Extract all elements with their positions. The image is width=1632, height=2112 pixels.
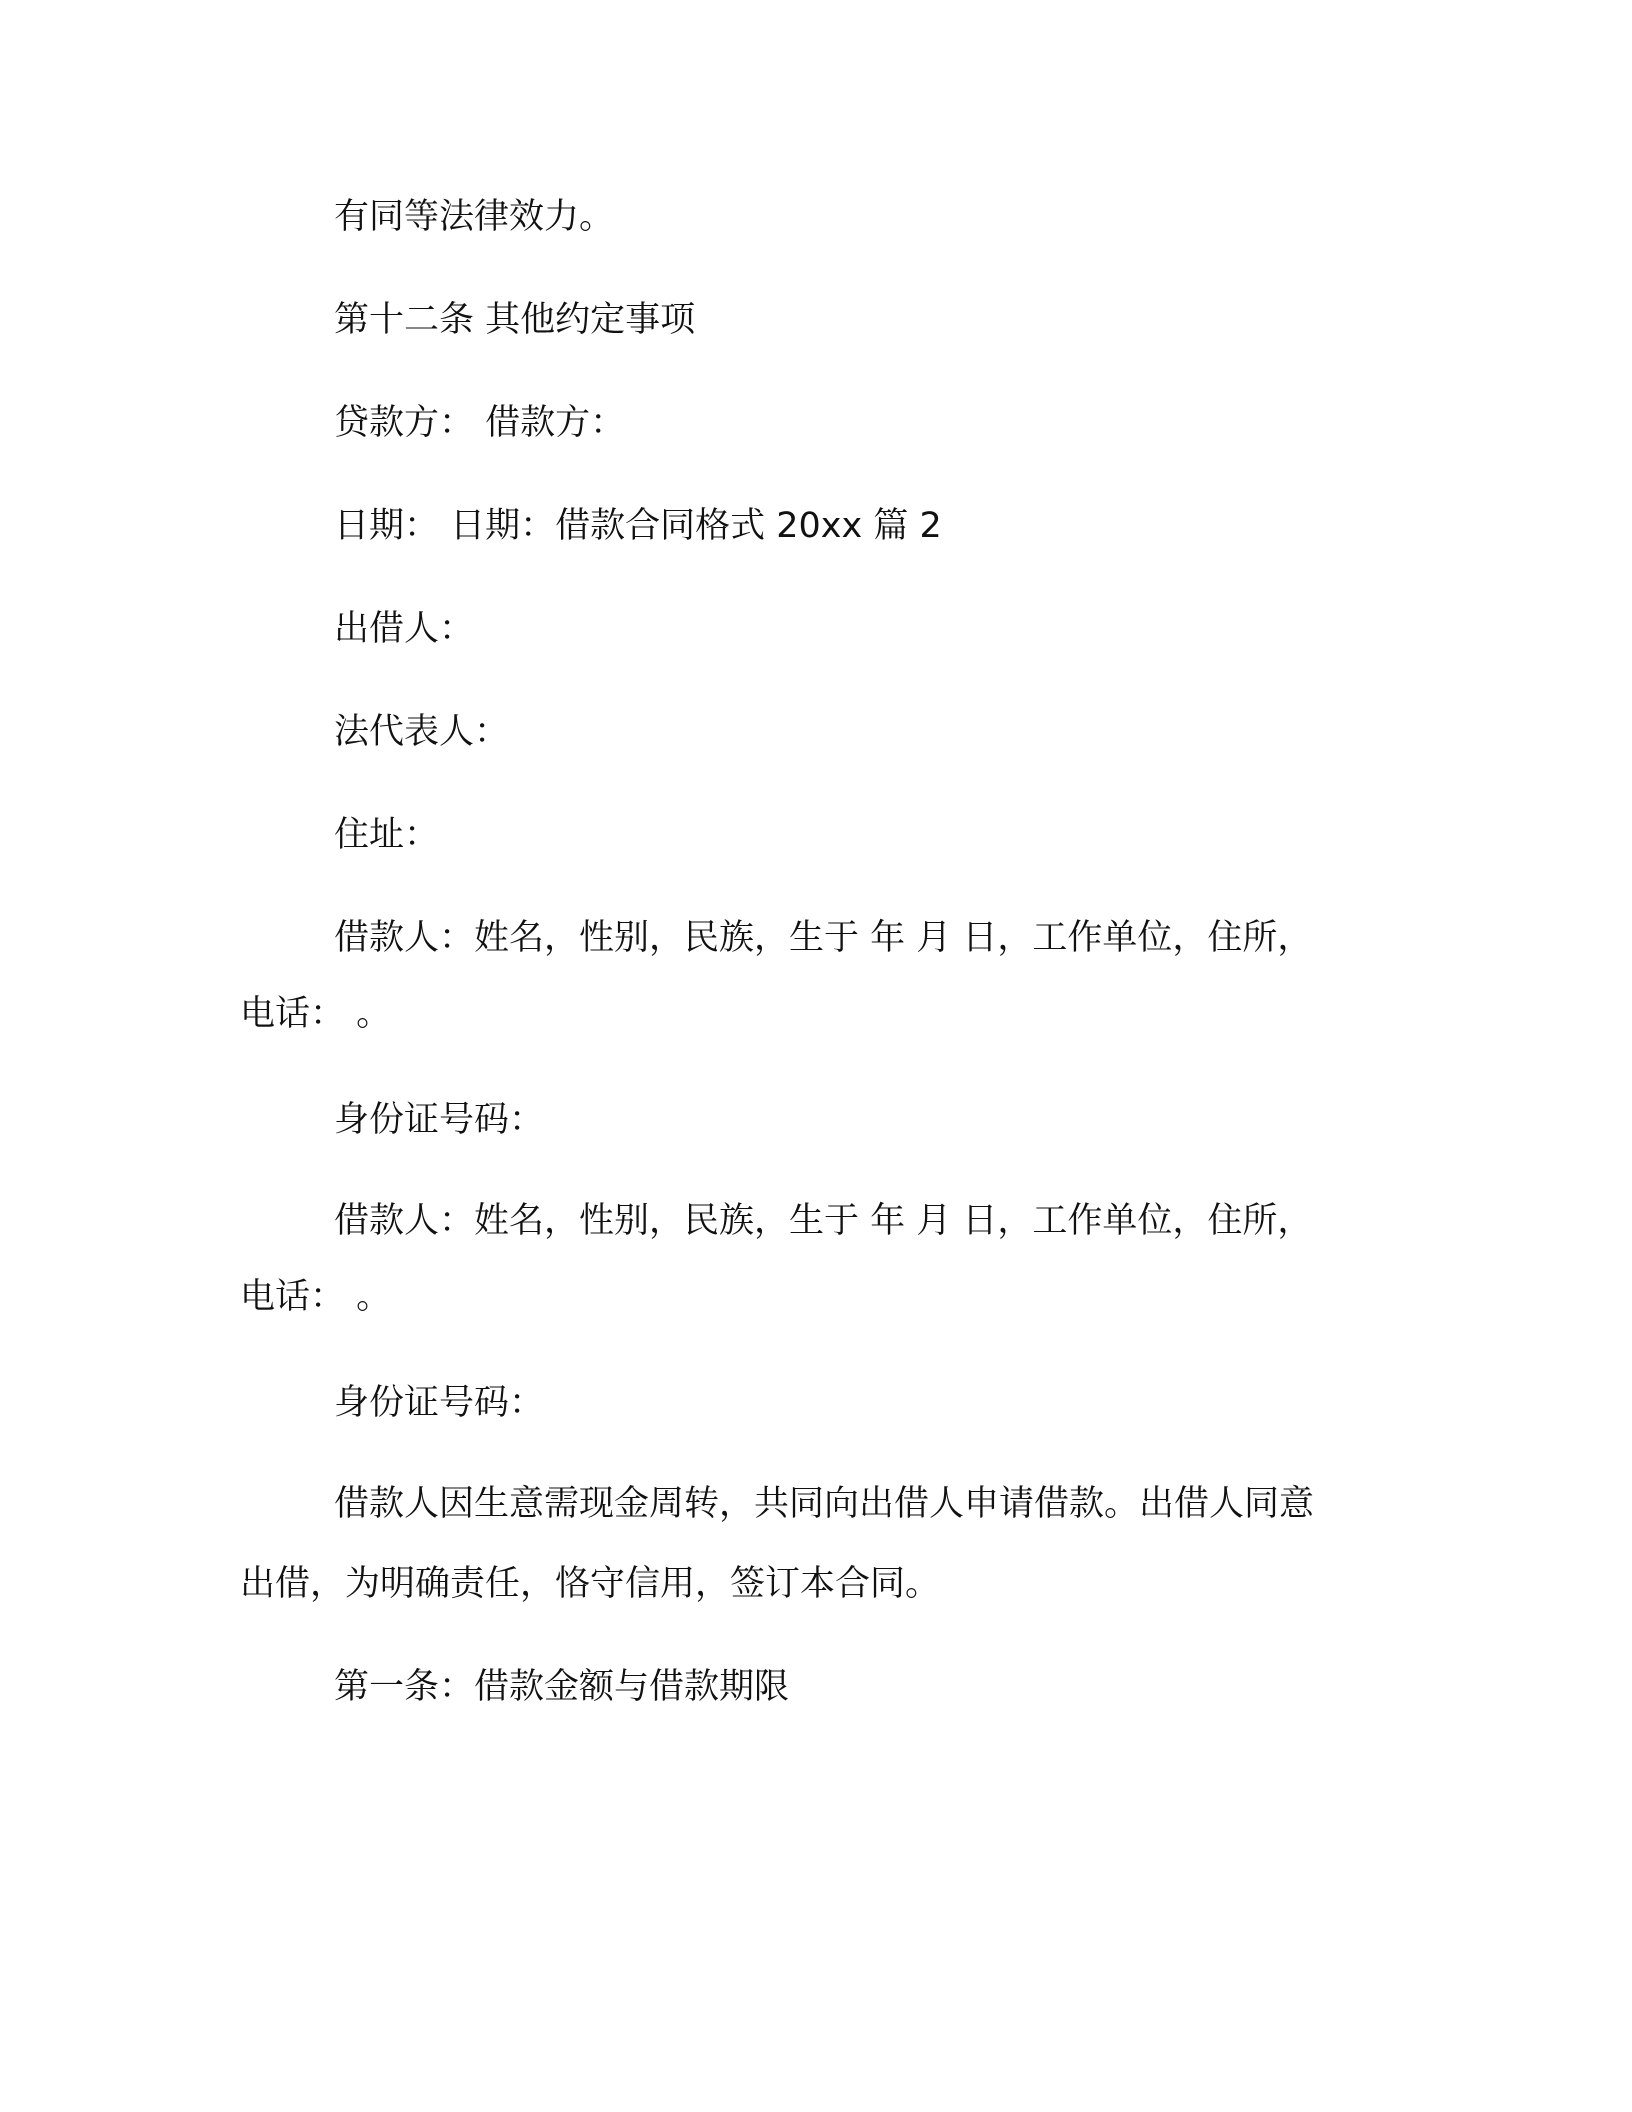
borrower-2-phone: 电话： 。 bbox=[240, 1277, 392, 1317]
paragraph-validity: 有同等法律效力。 bbox=[334, 197, 615, 237]
loan-purpose-line-2: 出借，为明确责任，恪守信用，签订本合同。 bbox=[240, 1564, 941, 1604]
borrower-2-details: 借款人：姓名，性别，民族，生于 年 月 日，工作单位，住所， bbox=[334, 1201, 1313, 1241]
lender-field: 出借人： bbox=[334, 609, 475, 649]
date-line-and-contract-title: 日期： 日期：借款合同格式 20xx 篇 2 bbox=[334, 506, 942, 546]
legal-representative-field: 法代表人： bbox=[334, 712, 510, 752]
article-1-heading: 第一条：借款金额与借款期限 bbox=[334, 1667, 790, 1707]
article-12-heading: 第十二条 其他约定事项 bbox=[334, 300, 696, 340]
borrower-1-details: 借款人：姓名，性别，民族，生于 年 月 日，工作单位，住所， bbox=[334, 918, 1313, 958]
address-field: 住址： bbox=[334, 815, 440, 855]
borrower-1-id-number: 身份证号码： bbox=[334, 1100, 545, 1140]
borrower-2-id-number: 身份证号码： bbox=[334, 1383, 545, 1423]
lender-borrower-signature-line: 贷款方： 借款方： bbox=[334, 403, 626, 443]
loan-purpose-line-1: 借款人因生意需现金周转，共同向出借人申请借款。出借人同意 bbox=[334, 1484, 1315, 1524]
borrower-1-phone: 电话： 。 bbox=[240, 994, 392, 1034]
